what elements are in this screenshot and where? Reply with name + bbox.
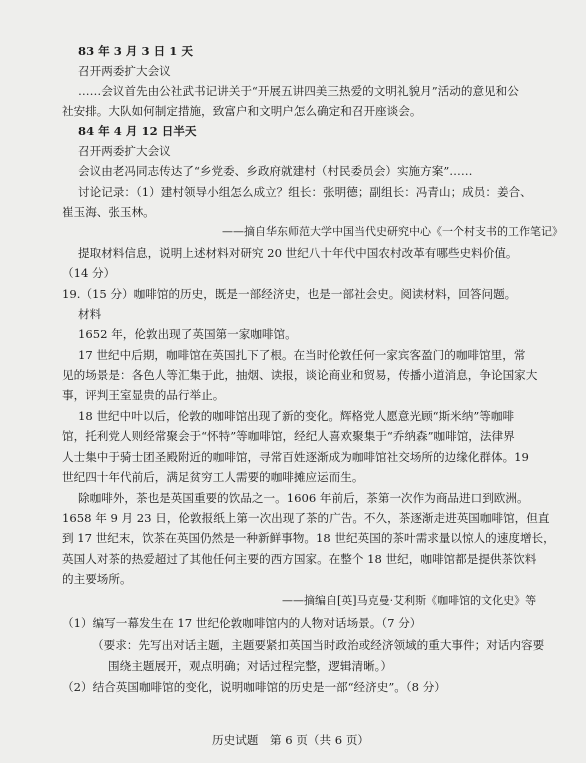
material-paragraph: 见的场景是：各色人等汇集于此，抽烟、读报，谈论商业和贸易，传播小道消息，争论国家大: [62, 368, 538, 382]
material-paragraph: 除咖啡外，茶也是英国重要的饮品之一。1606 年前后，茶第一次作为商品进口到欧洲。: [78, 491, 529, 505]
question-text: 提取材料信息，说明上述材料对研究 20 世纪八十年代中国农村改革有哪些史料价值。: [78, 246, 518, 260]
task-1-requirements: 围绕主题展开，观点明确；对话过程完整，逻辑清晰。）: [108, 659, 393, 673]
material-paragraph: 世纪四十年代前后，满足贫穷工人需要的咖啡摊应运而生。: [62, 470, 364, 484]
source-citation: ——摘自华东师范大学中国当代史研究中心《一个村支书的工作笔记》: [222, 225, 563, 238]
material-paragraph: 1658 年 9 月 23 日，伦敦报纸上第一次出现了茶的广告。不久，茶逐渐走进英国咖啡馆，但直: [62, 511, 550, 525]
note-date-1983: 83 年 3 月 3 日 1 天: [78, 44, 193, 58]
note-text: 讨论记录：（1）建村领导小组怎么成立？组长：张明德；副组长：冯青山；成员：姜合、: [78, 185, 532, 199]
material-paragraph: 人士集中于骑士团圣殿附近的咖啡馆，寻常百姓逐渐成为咖啡馆社交场所的边缘化群体。19: [62, 450, 529, 464]
material-paragraph: 馆，托利党人则经常聚会于“怀特”等咖啡馆，经纪人喜欢聚集于“乔纳森”咖啡馆，法律界: [62, 429, 515, 443]
note-text: 崔玉海、张玉林。: [62, 205, 155, 219]
task-1-requirements: （要求：先写出对话主题，主题要紧扣英国当时政治或经济领域的重大事件；对话内容要: [92, 638, 545, 652]
task-1: （1）编写一幕发生在 17 世纪伦敦咖啡馆内的人物对话场景。（7 分）: [62, 616, 422, 630]
material-paragraph: 18 世纪中叶以后，伦敦的咖啡馆出现了新的变化。辉格党人愿意光顾“斯米纳”等咖啡: [78, 409, 515, 423]
page-footer: 历史试题 第 6 页（共 6 页）: [212, 733, 370, 747]
source-citation: ——摘编自[英]马克曼·艾利斯《咖啡馆的文化史》等: [282, 594, 537, 607]
note-meeting-title-1: 召开两委扩大会议: [78, 64, 171, 78]
material-paragraph: 1652 年，伦敦出现了英国第一家咖啡馆。: [78, 327, 297, 341]
note-text: ……会议首先由公社武书记讲关于“开展五讲四美三热爱的文明礼貌月”活动的意见和公: [78, 84, 519, 98]
task-2: （2）结合英国咖啡馆的变化，说明咖啡馆的历史是一部“经济史”。（8 分）: [62, 680, 446, 694]
note-text: 会议由老冯同志传达了“乡党委、乡政府就建村（村民委员会）实施方案”……: [78, 164, 473, 178]
material-paragraph: 事，评判王室显贵的品行举止。: [62, 388, 225, 402]
material-paragraph: 英国人对茶的热爱超过了其他任何主要的西方国家。在整个 18 世纪，咖啡馆都是提供茶饮料: [62, 552, 537, 566]
note-text: 社安排。大队如何制定措施，致富户和文明户怎么确定和召开座谈会。: [62, 104, 422, 118]
note-meeting-title-2: 召开两委扩大会议: [78, 144, 171, 158]
material-paragraph: 17 世纪中后期，咖啡馆在英国扎下了根。在当时伦敦任何一家宾客盈门的咖啡馆里，常: [78, 348, 526, 362]
question-score: （14 分）: [62, 266, 116, 280]
material-label: 材料: [78, 307, 102, 321]
material-paragraph: 的主要场所。: [62, 572, 132, 586]
note-date-1984: 84 年 4 月 12 日半天: [78, 124, 197, 138]
question-19-heading: 19.（15 分）咖啡馆的历史，既是一部经济史，也是一部社会史。阅读材料，回答问题。: [62, 287, 517, 301]
material-paragraph: 到 17 世纪末，饮茶在英国仍然是一种新鲜事物。18 世纪英国的茶叶需求量以惊人的速度增长，: [62, 531, 555, 545]
